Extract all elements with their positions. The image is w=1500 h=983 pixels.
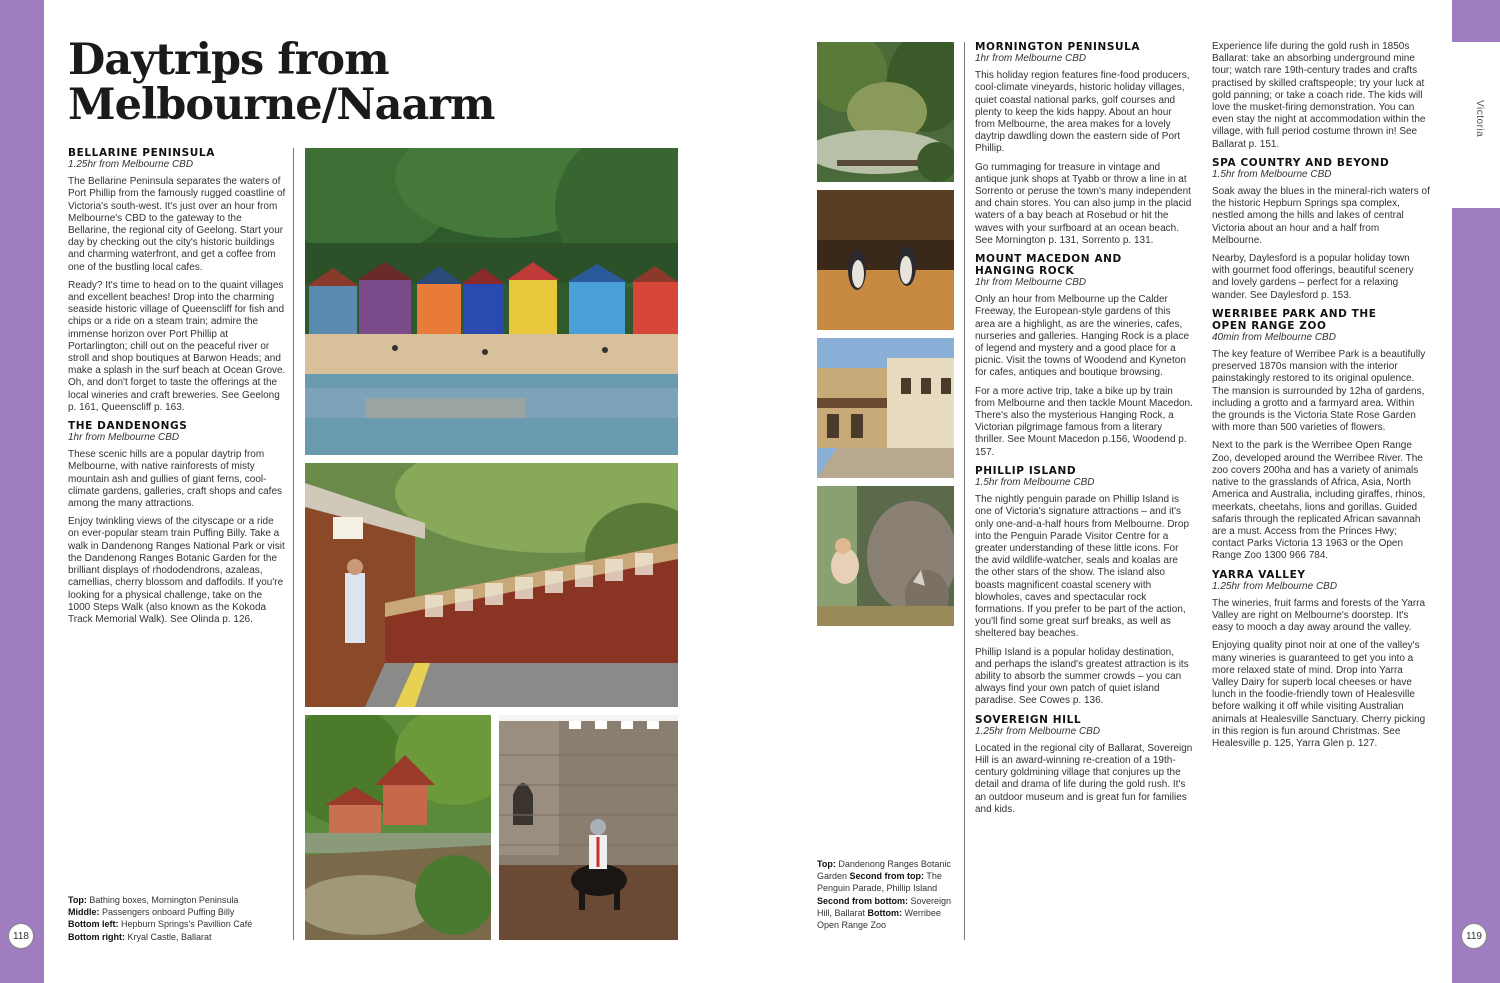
see-reference: See Mornington p. 131, Sorrento p. 131.	[975, 234, 1154, 246]
section-werribee	[1212, 308, 1430, 563]
pavilion-cafe-photo	[305, 715, 491, 940]
paragraph: Next to the park is the Werribee Open Range Zoo, developed around the Werribee River. The zoo covers 200ha and has a variety of animals native to the grasslands of Africa, Asia, North America and Australia, including giraffes, rhinos, meerkats, cheetahs, lions and gorillas. Guided safaris through the replicated African savannah are a must. Access from the Princes Hwy; contact Parks Victoria 13 1963 or the Open Range Zoo 1300 966 784.	[1212, 440, 1426, 562]
penguin-parade-photo	[817, 190, 954, 330]
right-edge-band	[1452, 208, 1500, 983]
see-reference: See Mount Macedon p.156, Woodend p. 157.	[975, 434, 1187, 458]
paragraph: Only an hour from Melbourne up the Calder Freeway, the European-style gardens of this area are a highlight, as are the wineries, cafes, nurseries and galleries. Hanging Rock is a place of legend and mystery and a good place for a picnic. Visit the towns of Woodend and Kyneton for cafes, antiques and boutique browsing.	[975, 294, 1190, 379]
left-text-column	[68, 147, 286, 632]
paragraph: Phillip Island is a popular holiday destination, and perhaps the island's greatest attraction is its ability to absorb the summer crowds – you can always find your own patch of quiet island paradise. See Cowes p. 136.	[975, 646, 1189, 707]
travel-time: 1hr from Melbourne CBD	[68, 432, 180, 444]
paragraph: Located in the regional city of Ballarat, Sovereign Hill is an award-winning re-creation of a 19th-century goldmining village that conjures up the detail and drama of life during the gold rush. It's an outdoor museum and is great fun for families and kids.	[975, 742, 1193, 815]
left-edge-band	[0, 0, 44, 983]
right-photo-captions: Top: Dandenong Ranges Botanic Garden Second from top: The Penguin Parade, Phillip Island Second from bottom: Sovereign Hill, Ballarat Bottom: Werribee Open Range Zoo	[817, 859, 952, 931]
travel-time: 1.25hr from Melbourne CBD	[1212, 580, 1338, 592]
see-reference: See Geelong p. 161, Queenscliff p. 163.	[68, 389, 280, 413]
left-photo-captions: Top: Bathing boxes, Mornington Peninsula Middle: Passengers onboard Puffing Billy Bottom left: Hepburn Springs's Pavillion Café Bottom right: Kryal Castle, Ballarat	[68, 895, 253, 942]
column-divider	[964, 42, 965, 940]
right-text-column	[1212, 41, 1430, 756]
travel-time: 1.5hr from Melbourne CBD	[1212, 168, 1332, 180]
page-number-left: 118	[8, 923, 34, 949]
paragraph: Go rummaging for treasure in vintage and antique junk shops at Tyabb or throw a line in at Sorrento or peruse the town's many independent and chain stores. You can also jump in the placid waters of a bay beach at Rosebud or hit the waves with your surfboard at an ocean beach. See Mornington p. 131, Sorrento p. 131.	[975, 161, 1192, 246]
travel-time: 1.25hr from Melbourne CBD	[68, 159, 194, 170]
paragraph: Experience life during the gold rush in 1850s Ballarat: take an absorbing underground mine tour; watch rare 19th-century trades and crafts practised by skilled craftspeople; try your luck at gold panning; or take a coach ride. The kids will love the musket-firing demonstration. You can even stay the night at accommodation within the village, with full period costume thrown in! See Ballarat p. 151.	[1212, 41, 1426, 150]
paragraph: This holiday region features fine-food producers, cool-climate vineyards, historic holiday villages, quiet coastal national parks, golf courses and plenty to keep the kids happy. About an hour from Melbourne, the area makes for a lovely daytrip dawdling down the eastern side of Port Phillip.	[975, 70, 1190, 155]
column-divider	[293, 148, 294, 940]
section-sovereign-hill-cont	[1212, 41, 1430, 151]
section-yarra-valley	[1212, 569, 1430, 751]
middle-text-column	[975, 41, 1193, 822]
paragraph: The key feature of Werribee Park is a beautifully preserved 1870s mansion with the interior painstakingly restored to its original opulence. The mansion is surrounded by 12ha of gardens, including a grotto and a farmyard area. Within the grounds is the Victoria State Rose Garden with more than 500 varieties of flowers.	[1212, 349, 1426, 434]
paragraph: Enjoying quality pinot noir at one of the valley's many wineries is guaranteed to get you into a more relaxed state of mind. Drop into Yarra Valley Dairy for superb local cheeses or have lunch in the foodie-friendly town of Healesville before walking it off while visiting Australian animals at Healesville Sanctuary. Cherry picking in this region is fun around Christmas. See Healesville p. 125, Yarra Glen p. 127.	[1212, 640, 1426, 749]
puffing-billy-photo	[305, 463, 678, 707]
right-edge-tab-top	[1452, 0, 1500, 42]
section-heading: BELLARINE PENINSULA	[68, 147, 215, 159]
section-heading: THE DANDENONGS	[68, 420, 188, 433]
section-phillip-island	[975, 465, 1193, 708]
see-reference: See Olinda p. 126.	[170, 613, 253, 625]
sovereign-hill-photo	[817, 338, 954, 478]
travel-time: 1.5hr from Melbourne CBD	[975, 476, 1095, 488]
paragraph: These scenic hills are a popular daytrip from Melbourne, with native rainforests of misty mountain ash and gullies of giant ferns, cool-climate gardens, galleries, craft shops and cafes among the many attractions.	[68, 449, 282, 510]
section-heading: YARRA VALLEY	[1212, 568, 1306, 581]
see-reference: See Daylesford p. 153.	[1249, 289, 1352, 301]
region-label: Victoria	[1474, 100, 1485, 138]
section-heading: MOUNT MACEDON AND HANGING ROCK	[975, 253, 1122, 278]
page-number-right: 119	[1461, 923, 1487, 949]
paragraph: Nearby, Daylesford is a popular holiday town with gourmet food offerings, beautiful scenery and lovely gardens – perfect for a relaxing wander. See Daylesford p. 153.	[1212, 253, 1414, 301]
travel-time: 1hr from Melbourne CBD	[975, 277, 1087, 289]
kryal-castle-photo	[499, 715, 678, 940]
section-heading: WERRIBEE PARK AND THE OPEN RANGE ZOO	[1212, 307, 1377, 332]
bathing-boxes-photo	[305, 148, 678, 455]
section-bellarine	[68, 147, 286, 414]
paragraph: Ready? It's time to head on to the quaint villages and excellent beaches! Drop into the charming seaside historic village of Queenscliff for fish and chips or a ride on a steam train; admire the immense horizon over Port Phillip at Portarlington; chill out on the peaceful river or stroll and shop boutiques at Barwon Heads; and make a splash in the surf beach at Ocean Grove. Oh, and don't forget to taste the offerings at the local wineries and craft breweries. See Geelong p. 161, Queenscliff p. 163.	[68, 279, 286, 413]
paragraph: The wineries, fruit farms and forests of the Yarra Valley are right on Melbourne's doorstep. It's easy to mooch a day away around the valley.	[1212, 597, 1426, 634]
werribee-zoo-photo	[817, 486, 954, 626]
title-line-2: Melbourne/Naarm	[68, 80, 495, 130]
section-heading: MORNINGTON PENINSULA	[975, 41, 1141, 53]
section-sovereign-hill	[975, 714, 1193, 816]
paragraph: Enjoy twinkling views of the cityscape or a ride on ever-popular steam train Puffing Billy. Take a walk in Dandenong Ranges National Park or visit the Dandenong Ranges Botanic Garden for the brilliant displays of rhododendrons, azaleas, camellias, cherry blossom and daffodils. If you're looking for a physical challenge, take on the 1000 Steps Walk (also known as the Kokoda Track Memorial Walk). See Olinda p. 126.	[68, 516, 285, 625]
see-reference: See Cowes p. 136.	[1018, 695, 1104, 707]
travel-time: 1hr from Melbourne CBD	[975, 53, 1087, 64]
see-reference: See Ballarat p. 151.	[1212, 126, 1418, 150]
section-heading: PHILLIP ISLAND	[975, 464, 1077, 477]
page-title	[68, 35, 508, 130]
botanic-garden-photo	[817, 42, 954, 182]
section-heading: SOVEREIGN HILL	[975, 713, 1082, 726]
see-reference: See Healesville p. 125, Yarra Glen p. 127.	[1212, 725, 1401, 749]
travel-time: 40min from Melbourne CBD	[1212, 331, 1336, 343]
section-heading: SPA COUNTRY AND BEYOND	[1212, 156, 1390, 169]
paragraph: The nightly penguin parade on Phillip Island is one of Victoria's signature attractions – and it's only one-and-a-half hours from Melbourne. Drop into the Penguin Parade Visitor Centre for a greater understanding of these little icons. For the avid wildlife-watcher, seals and koalas are the other stars of the show. The island also boasts magnificent coastal scenery with blowholes, caves and spectacular rock formations. If you prefer to be part of the action, you'll find some great surf breaks, as well as sheltered bay beaches.	[975, 494, 1189, 640]
travel-time: 1.25hr from Melbourne CBD	[975, 725, 1101, 737]
section-spa-country	[1212, 157, 1430, 302]
section-dandenongs	[68, 420, 286, 626]
paragraph: Soak away the blues in the mineral-rich waters of the historic Hepburn Springs spa complex, nestled among the hills and lakes of central Victoria about an hour and a half from Melbourne.	[1212, 186, 1430, 246]
paragraph: The Bellarine Peninsula separates the waters of Port Phillip from the famously rugged coastline of Victoria's south-west. It's just over an hour from Melbourne's CBD to the gateway to the Bellarine, the regional city of Geelong. Start your day by checking out the city's historic buildings and charming waterfront, and get a coffee from one of the bustling local cafes.	[68, 176, 286, 273]
section-mornington	[975, 41, 1193, 247]
section-macedon	[975, 253, 1193, 459]
paragraph: For a more active trip, take a bike up by train from Melbourne and then tackle Mount Macedon. There's also the mysterious Hanging Rock, a Victorian pilgrimage famous from a literary thriller. See Mount Macedon p.156, Woodend p. 157.	[975, 385, 1193, 458]
title-line-1: Daytrips from	[68, 35, 389, 85]
